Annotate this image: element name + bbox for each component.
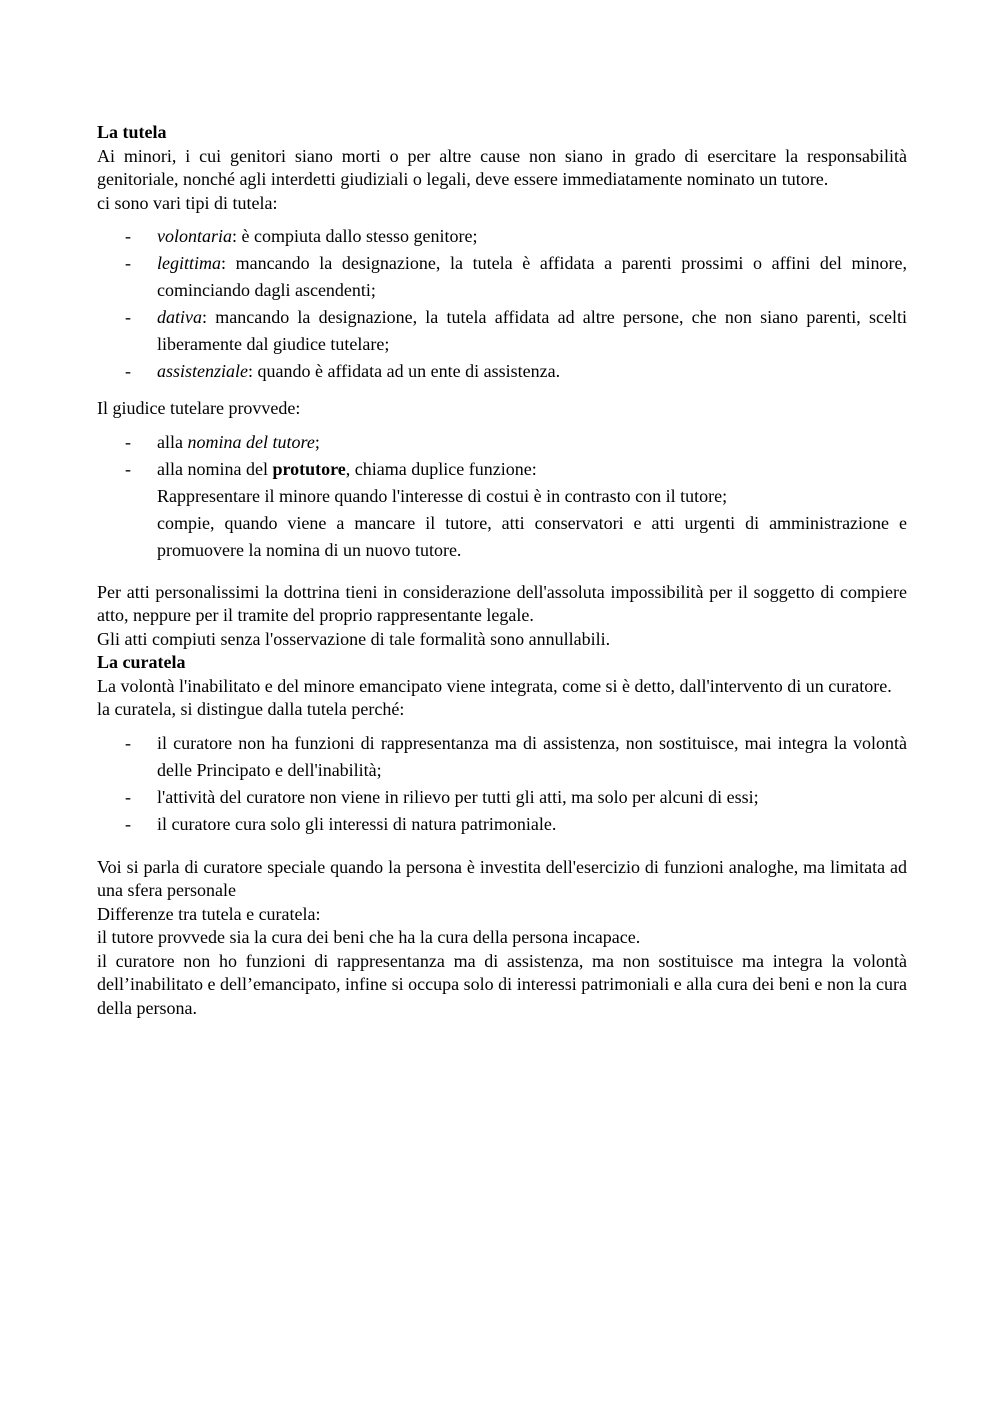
list-marker: - [125,786,131,807]
list-marker: - [125,458,131,479]
list-item-text: il curatore non ha funzioni di rappresentanza ma di assistenza, non sostituisce, mai integra la volontà delle Principato e dell'inabilità; [157,732,907,780]
list-marker: - [125,253,131,273]
section-heading-curatela: La curatela [97,652,186,672]
list-item-text: alla [157,431,188,452]
list-item-text: , chiama duplice funzione: [345,458,537,479]
document-body [97,121,907,1020]
giudice-continuation-2: compie, quando viene a mancare il tutore, atti conservatori e atti urgenti di amministrazione e promuovere la nomina di un nuovo tutore. [157,512,907,560]
list-item [97,429,907,456]
differenze-curatore: il curatore non ho funzioni di rappresentanza ma di assistenza, ma non sostituisce ma integra la volontà dell’inabilitato e dell’emancipato, infine si occupa solo di interessi patrimoniali e alla cura dei beni e non la cura della persona. [97,950,907,1018]
tutela-types-intro: ci sono vari tipi di tutela: [97,192,278,213]
list-item [97,811,907,838]
list-item-term: volontaria [157,226,232,246]
giudice-intro: Il giudice tutelare provvede: [97,398,301,418]
list-item-text: : mancando la designazione, la tutela affidata ad altre persone, che non siano parenti, scelti liberamente dal giudice tutelare; [157,307,907,354]
curatore-speciale-paragraph: Voi si parla di curatore speciale quando la persona è investita dell'esercizio di funzioni analoghe, ma limitata ad una sfera personale [97,856,907,900]
tutela-types-list [97,223,907,385]
atti-personalissimi-paragraph: Per atti personalissimi la dottrina tieni in considerazione dell'assoluta impossibilità per il soggetto di compiere atto, neppure per il tramite del proprio rappresentante legale. [97,581,907,625]
curatela-distingue: la curatela, si distingue dalla tutela perché: [97,699,405,719]
list-item-text: l'attività del curatore non viene in rilievo per tutti gli atti, ma solo per alcuni di essi; [157,786,759,807]
list-marker: - [125,431,131,452]
section-heading-tutela: La tutela [97,122,167,142]
list-item-strong: protutore [272,458,346,479]
list-item [97,784,907,811]
curatela-list [97,730,907,838]
list-marker: - [125,732,131,753]
list-item [97,304,907,358]
list-item-text: il curatore cura solo gli interessi di natura patrimoniale. [157,813,557,834]
list-item [97,456,907,483]
list-marker: - [125,361,131,381]
list-item [97,358,907,385]
list-item [97,223,907,250]
differenze-title: Differenze tra tutela e curatela: [97,903,321,924]
list-marker: - [125,307,131,327]
list-item-term: dativa [157,307,202,327]
differenze-tutore: il tutore provvede sia la cura dei beni che ha la cura della persona incapace. [97,927,641,947]
list-marker: - [125,813,131,834]
list-item-text: ; [314,431,320,452]
list-item [97,730,907,784]
list-item-text: : quando è affidata ad un ente di assistenza. [248,361,561,381]
list-item-term: legittima [157,253,221,273]
curatela-intro: La volontà l'inabilitato e del minore emancipato viene integrata, come si è detto, dall'intervento di un curatore. [97,675,892,696]
tutela-intro: Ai minori, i cui genitori siano morti o per altre cause non siano in grado di esercitare la responsabilità genitoriale, nonché agli interdetti giudiziali o legali, deve essere immediatamente nominato un tutore. [97,145,907,189]
list-item [97,250,907,304]
list-item-text: : è compiuta dallo stesso genitore; [232,226,478,246]
list-item-text: alla nomina del [157,458,273,479]
list-item-text: : mancando la designazione, la tutela è affidata a parenti prossimi o affini del minore, cominciando dagli ascendenti; [157,253,907,300]
list-marker: - [125,226,131,246]
annullabili-paragraph: Gli atti compiuti senza l'osservazione di tale formalità sono annullabili. [97,628,611,649]
list-item-term: nomina del tutore [187,431,315,452]
giudice-continuation-1: Rappresentare il minore quando l'interesse di costui è in contrasto con il tutore; [157,485,728,506]
list-item-term: assistenziale [157,361,249,381]
giudice-list [97,429,907,483]
